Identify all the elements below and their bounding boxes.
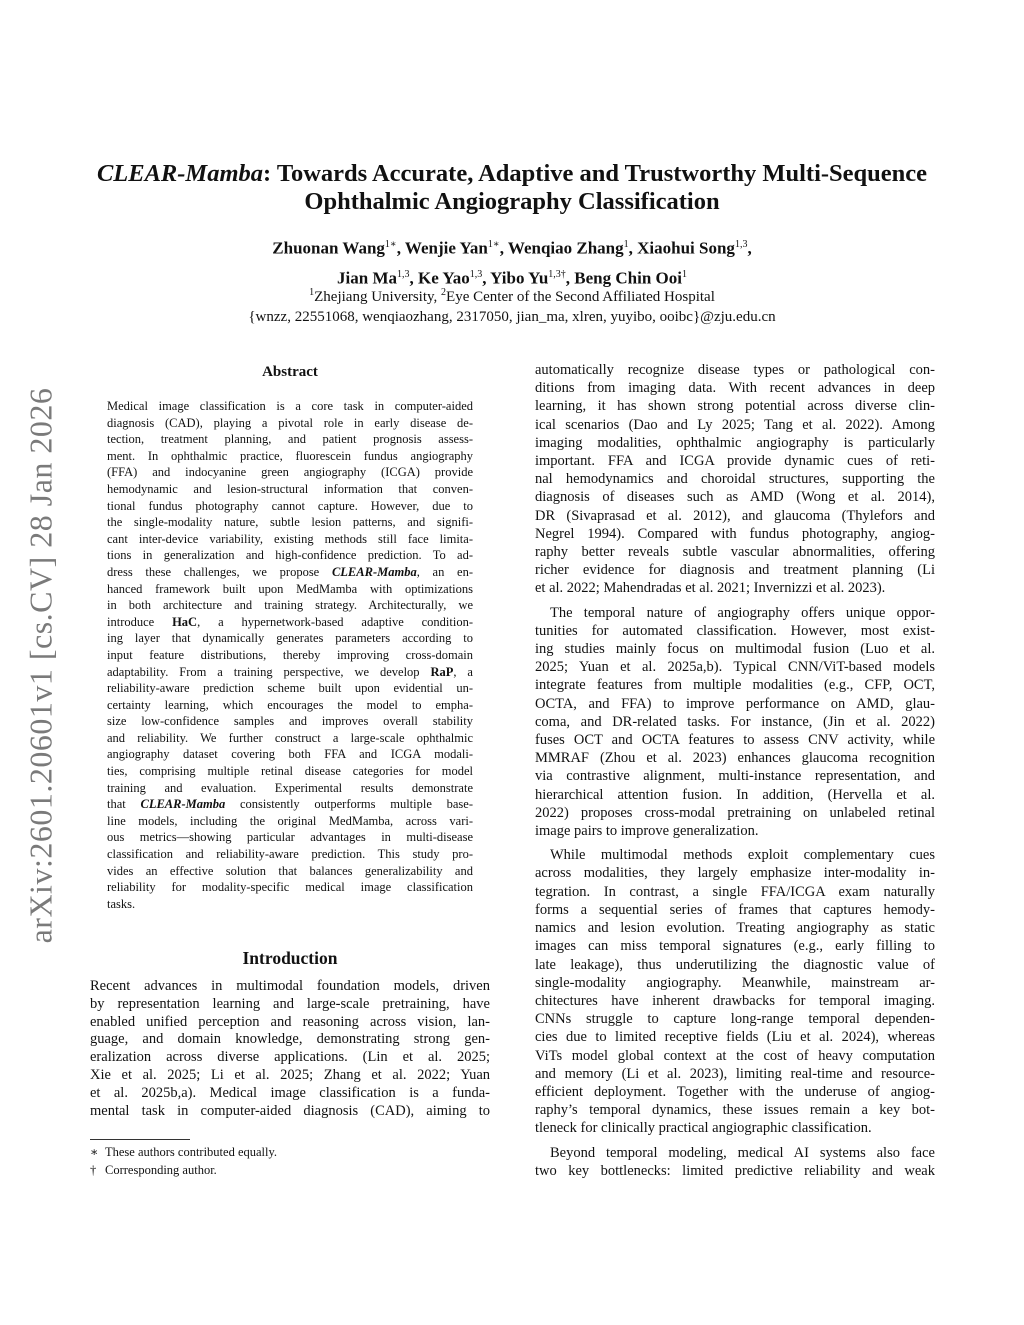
emphasized-term: RaP <box>430 664 454 679</box>
body-line: raphy better reveals subtle vascular abnormalities, offering <box>535 544 935 561</box>
body-line: single-modality angiography. Meanwhile, mainstream ar- <box>535 974 935 991</box>
body-line: tleneck for clinically practical angiographic classification. <box>535 1120 872 1137</box>
author-name: Jian Ma <box>337 268 397 288</box>
author-name: Xiaohui Song <box>637 238 735 258</box>
intro-line: et al. 2025b,a). Medical image classification is a funda- <box>90 1084 490 1101</box>
title-line-1: CLEAR-Mamba: Towards Accurate, Adaptive and Trustworthy Multi-Sequence <box>96 160 928 187</box>
intro-line: Recent advances in multimodal foundation models, driven <box>90 978 490 994</box>
body-line: automatically recognize disease types or pathological con- <box>535 362 935 378</box>
abstract-line: tection, treatment planning, and patient prognosis assess- <box>107 432 473 447</box>
emphasized-term: CLEAR-Mamba <box>140 797 226 812</box>
body-line: MMRAF (Zhou et al. 2023) enhances glaucoma recognition <box>535 750 935 767</box>
body-line: fuses OCT and OCTA features to assess CNV activity, while <box>535 732 935 749</box>
body-line: coma, and DR-related tasks. For instance, (Jin et al. 2022) <box>535 713 935 730</box>
author-name: Wenqiao Zhang <box>507 238 624 258</box>
body-line: across modalities, they largely emphasize inter-modality in- <box>535 865 935 882</box>
abstract-line: ment. In ophthalmic practice, fluorescein fundus angiography <box>107 448 473 463</box>
body-line: imaging modalities, ophthalmic angiography is particularly <box>535 434 935 451</box>
body-line: Negrel 1994). Compared with fundus photography, angiog- <box>535 525 935 542</box>
introduction-heading: Introduction <box>242 948 338 968</box>
arxiv-identifier <box>22 375 60 955</box>
right-column-body <box>535 361 935 1180</box>
body-line: While multimodal methods exploit complementary cues <box>550 847 935 864</box>
abstract-line: cant inter-device variability, existing methods still face limita- <box>107 531 473 546</box>
author-line-1: Zhuonan Wang$^{1∗}$, Wenjie Yan$^{1∗}$, Wenqiao Zhang$^1$, Xiaohui Song$^{1,3}$, <box>272 238 752 258</box>
body-line: and memory (Li et al. 2023), limiting real-time and resource- <box>535 1065 935 1082</box>
body-line: ViTs model global context at the cost of heavy computation <box>535 1047 935 1064</box>
author-line-2: Jian Ma$^{1,3}$, Ke Yao$^{1,3}$, Yibo $Yu^{1,3\dagger}$, Beng Chin Ooi$^1$ <box>337 268 687 288</box>
paper-title <box>70 160 954 216</box>
abstract-line: certainty learning, which encourages the model to empha- <box>107 697 473 712</box>
abstract-line: classification and reliability-aware prediction. This study pro- <box>107 847 473 862</box>
emphasized-term: CLEAR-Mamba <box>331 564 417 579</box>
body-line: The temporal nature of angiography offers unique oppor- <box>550 604 935 621</box>
body-line: 2022) proposes cross-modal pretraining on unlabeled retinal <box>535 804 935 821</box>
author-name: Yibo Yu <box>490 268 549 288</box>
abstract-line: that CLEAR-Mamba consistently outperforms multiple base- <box>107 797 473 812</box>
footnote-marker: † <box>90 1163 97 1177</box>
body-line: learning, it has shown strong potential across diverse clin- <box>535 398 935 415</box>
body-line: nal hemodynamics and choroidal structures, supporting the <box>535 471 935 488</box>
body-line: late leakage), thus underutilizing the diagnostic value of <box>535 956 935 973</box>
intro-line: Xie et al. 2025; Li et al. 2025; Zhang et al. 2022; Yuan <box>90 1066 490 1083</box>
footnote-rule <box>90 1139 190 1140</box>
body-line: two key bottlenecks: limited predictive reliability and weak <box>535 1162 935 1179</box>
abstract-heading: Abstract <box>262 364 318 380</box>
abstract-line: adaptability. From a training perspective, we develop RaP, a <box>107 664 473 679</box>
abstract-line: (FFA) and indocyanine green angiography (ICGA) provide <box>107 465 473 480</box>
model-name: CLEAR-Mamba <box>96 160 264 187</box>
author-name: Beng Chin Ooi <box>574 268 682 288</box>
abstract-line: dress these challenges, we propose CLEAR-Mamba, an en- <box>107 564 473 579</box>
body-line: richer evidence for diagnosis and treatment planning (Li <box>535 562 935 579</box>
abstract-line: training and evaluation. Experimental results demonstrate <box>107 780 473 795</box>
abstract-line: ties, comprising multiple retinal disease categories for model <box>107 764 473 779</box>
body-line: et al. 2022; Mahendradas et al. 2021; Invernizzi et al. 2023). <box>535 580 886 597</box>
author-name: Wenjie Yan <box>404 238 488 258</box>
body-line: 2025; Yuan et al. 2025a,b). Typical CNN/ViT-based models <box>535 659 935 676</box>
intro-line: guage, and domain knowledge, demonstrating strong gen- <box>90 1031 490 1048</box>
abstract-line: input feature distributions, thereby improving cross-domain <box>107 647 473 662</box>
intro-line: eralization across diverse applications. (Lin et al. 2025; <box>90 1049 490 1066</box>
abstract-line: reliability-aware prediction scheme built upon evidential un- <box>107 681 473 696</box>
body-line: ditions from imaging data. With recent advances in deep <box>535 380 935 397</box>
body-line: Beyond temporal modeling, medical AI systems also face <box>550 1144 935 1161</box>
intro-line: mental task in computer-aided diagnosis (CAD), aiming to <box>90 1102 490 1119</box>
intro-line: enabled unified perception and reasoning across vision, lan- <box>90 1013 490 1030</box>
abstract-line: the single-modality nature, subtle lesion patterns, and signifi- <box>107 515 473 530</box>
body-line: tegration. In contrast, a single FFA/ICGA exam naturally <box>535 883 935 900</box>
body-line: ing studies mainly focus on multimodal fusion (Luo et al. <box>535 641 935 658</box>
footnote-marker: ∗ <box>90 1145 99 1159</box>
author-name: Zhuonan Wang <box>272 238 385 258</box>
abstract-line: size low-confidence samples and improves overall stability <box>107 714 473 729</box>
body-line: OCTA, and FFA) to improve performance on AMD, glau- <box>535 695 935 712</box>
body-line: ical scenarios (Dao and Ly 2025; Tang et al. 2022). Among <box>535 416 935 433</box>
abstract-line: ing layer that dynamically generates parameters according to <box>107 631 473 646</box>
body-line: integrate features from multiple modalities (e.g., CFP, OCT, <box>535 677 935 694</box>
abstract-line: introduce HaC, a hypernetwork-based adaptive condition- <box>107 614 473 629</box>
body-line: image pairs to improve generalization. <box>535 823 759 840</box>
abstract-line: and reliability. We further construct a large-scale ophthalmic <box>107 730 473 745</box>
footnote-text: These authors contributed equally. <box>105 1145 278 1159</box>
footnote-corresponding-author <box>90 1162 217 1178</box>
body-line: raphy’s temporal dynamics, these issues remain a key bot- <box>535 1102 935 1119</box>
body-line: tunities for automated classification. However, most exist- <box>535 622 935 639</box>
body-line: diagnosis of diseases such as AMD (Wong et al. 2014), <box>535 489 935 506</box>
abstract-line: angiography dataset covering both FFA and ICGA modali- <box>107 747 473 762</box>
abstract-line: tional fundus photography cannot capture. However, due to <box>107 498 473 513</box>
abstract-line: tasks. <box>107 896 136 911</box>
abstract-line: Medical image classification is a core task in computer-aided <box>107 399 473 413</box>
abstract-line: hanced framework built upon MedMamba with optimizations <box>107 581 473 596</box>
emphasized-term: HaC <box>172 614 198 629</box>
abstract-line: vides an effective solution that balances generalizability and <box>107 863 473 878</box>
body-line: important. FFA and ICGA provide dynamic cues of reti- <box>535 453 935 470</box>
body-line: namics and lesion evolution. Treating angiography as static <box>535 920 935 937</box>
body-line: chitectures have inherent drawbacks for temporal imaging. <box>535 992 935 1009</box>
affiliations <box>70 283 954 327</box>
abstract-line: line models, including the original MedMamba, across vari- <box>107 813 473 828</box>
abstract-line: tions in generalization and high-confidence prediction. To ad- <box>107 548 473 563</box>
body-line: images can miss temporal signatures (e.g., early filling to <box>535 938 935 955</box>
body-line: CNNs struggle to capture long-range temporal dependen- <box>535 1011 935 1028</box>
footnote-equal-contribution <box>90 1144 277 1160</box>
intro-line: by representation learning and large-scale pretraining, have <box>90 995 490 1012</box>
abstract-line: hemodynamic and lesion-structural information that conven- <box>107 481 473 496</box>
affiliation-line: $^1$Zhejiang University, $^2$Eye Center of the Second Affiliated Hospital <box>309 287 715 305</box>
body-line: cies due to limited receptive fields (Liu et al. 2024), whereas <box>535 1029 935 1046</box>
title-line-2: Ophthalmic Angiography Classification <box>304 188 720 215</box>
author-emails: {wnzz, 22551068, wenqiaozhang, 2317050, jian_ma, xlren, yuyibo, ooibc}@zju.edu.cn <box>248 309 776 325</box>
body-line: via contrastive alignment, multi-instance representation, and <box>535 768 935 785</box>
abstract-line: reliability for modality-specific medical image classification <box>107 880 473 895</box>
body-line: hierarchical attention fusion. In addition, (Hervella et al. <box>535 786 935 803</box>
body-line: efficient deployment. Together with the underuse of angiog- <box>535 1083 935 1100</box>
author-name: Ke Yao <box>418 268 470 288</box>
abstract-body <box>107 398 473 912</box>
abstract-line: diagnosis (CAD), playing a pivotal role in early disease de- <box>107 415 473 430</box>
introduction-body <box>90 978 490 1120</box>
abstract-line: in both architecture and training strategy. Architecturally, we <box>107 598 473 613</box>
abstract-line: ous metrics—showing particular advantages in multi-disease <box>107 830 473 845</box>
footnote-text: Corresponding author. <box>105 1163 217 1177</box>
body-line: DR (Sivaprasad et al. 2012), and glaucoma (Thylefors and <box>535 507 935 524</box>
body-line: forms a sequential series of frames that captures hemody- <box>535 901 935 918</box>
arxiv-identifier-text: arXiv:2601.20601v1 [cs.CV] 28 Jan 2026 <box>22 387 59 943</box>
